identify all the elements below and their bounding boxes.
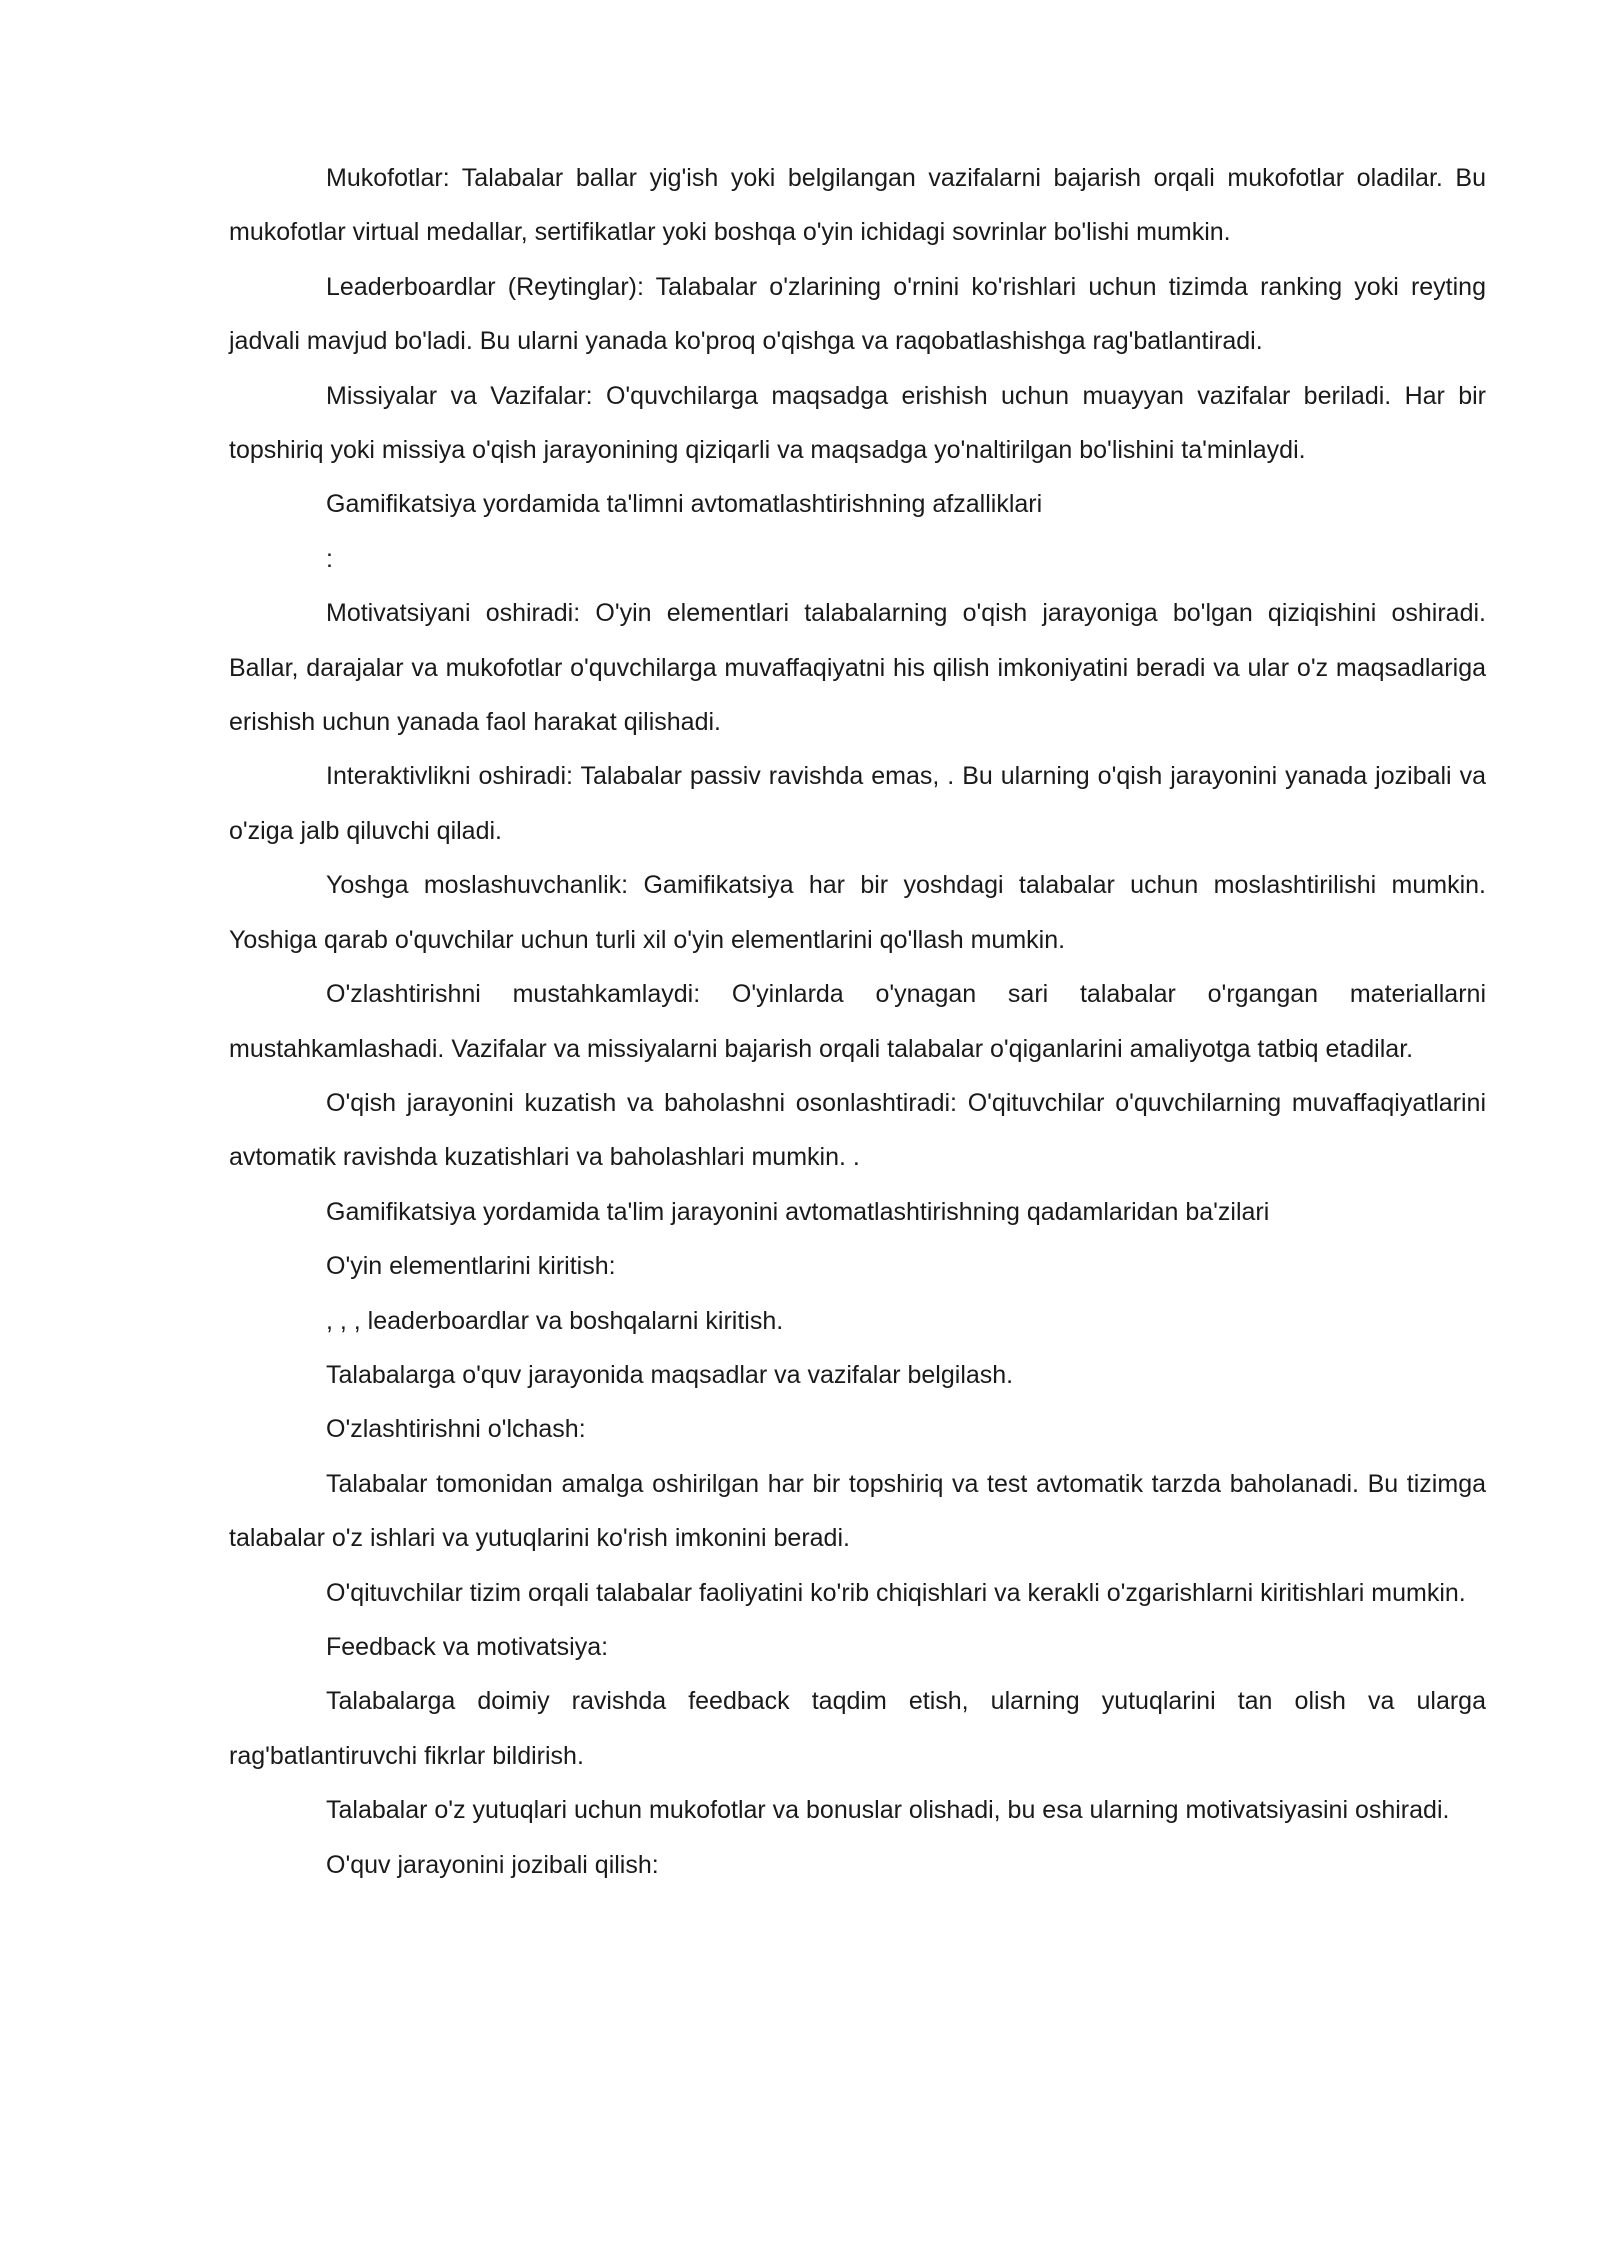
paragraph-kiritish: , , , leaderboardlar va boshqalarni kiritish. <box>326 1306 784 1335</box>
heading-qadamlar: Gamifikatsiya yordamida ta'lim jarayonini avtomatlashtirishning qadamlaridan ba'zilari <box>326 1197 1270 1226</box>
paragraph-oqituvchilar: O'qituvchilar tizim orqali talabalar faoliyatini ko'rib chiqishlari va kerakli o'zgarishlarni kiritishlari mumkin. <box>326 1578 1466 1607</box>
paragraph-maqsadlar: Talabalarga o'quv jarayonida maqsadlar va vazifalar belgilash. <box>326 1360 1014 1389</box>
heading-feedback: Feedback va motivatsiya: <box>326 1632 609 1661</box>
heading-oyin-elementlari: O'yin elementlarini kiritish: <box>326 1252 616 1281</box>
paragraph-interaktivlik: Interaktivlikni oshiradi: Talabalar passiv ravishda emas, . Bu ularning o'qish jarayonini yanada jozibali va o'ziga jalb qiluvchi qiladi. <box>229 762 1486 845</box>
paragraph-baholanadi: Talabalar tomonidan amalga oshirilgan har bir topshiriq va test avtomatik tarzda baholanadi. Bu tizimga talabalar o'z ishlari va yutuqlarini ko'rish imkonini beradi. <box>229 1469 1486 1553</box>
heading-afzalliklar: Gamifikatsiya yordamida ta'limni avtomatlashtirishning afzalliklari <box>326 490 1043 519</box>
paragraph-missiyalar: Missiyalar va Vazifalar: O'quvchilarga maqsadga erishish uchun muayyan vazifalar beriladi. Har bir topshiriq yoki missiya o'qish jarayonining qiziqarli va maqsadga yo'naltirilgan bo'lishini ta'minlaydi. <box>229 381 1486 465</box>
paragraph-leaderboardlar: Leaderboardlar (Reytinglar): Talabalar o'zlarining o'rnini ko'rishlari uchun tizimda ranking yoki reyting jadvali mavjud bo'ladi. Bu ularni yanada ko'proq o'qishga va raqobatlashishga rag'batlantiradi. <box>229 272 1486 356</box>
paragraph-yoshga-moslashuvchanlik: Yoshga moslashuvchanlik: Gamifikatsiya har bir yoshdagi talabalar uchun moslashtirilishi mumkin. Yoshiga qarab o'quvchilar uchun turli xil o'yin elementlarini qo'llash mumkin. <box>229 871 1486 954</box>
paragraph-motivatsiya: Motivatsiyani oshiradi: O'yin elementlari talabalarning o'qish jarayoniga bo'lgan qiziqishini oshiradi. Ballar, darajalar va mukofotlar o'quvchilarga muvaffaqiyatni his qilish imkoniyatini beradi va ular o'z maqsadlariga erishish uchun yanada faol harakat qilishadi. <box>229 599 1486 737</box>
heading-olchash: O'zlashtirishni o'lchash: <box>326 1415 586 1444</box>
paragraph-mukofotlar: Mukofotlar: Talabalar ballar yig'ish yoki belgilangan vazifalarni bajarish orqali mukofotlar oladilar. Bu mukofotlar virtual medallar, sertifikatlar yoki boshqa o'yin ichidagi sovrinlar bo'lishi mumkin. <box>229 164 1486 247</box>
paragraph-bonuslar: Talabalar o'z yutuqlari uchun mukofotlar va bonuslar olishadi, bu esa ularning motivatsiyasini oshiradi. <box>326 1796 1450 1825</box>
paragraph-colon: : <box>326 544 333 573</box>
paragraph-kuzatish: O'qish jarayonini kuzatish va baholashni osonlashtiradi: O'qituvchilar o'quvchilarning muvaffaqiyatlarini avtomatik ravishda kuzatishlari va baholashlari mumkin. . <box>229 1088 1486 1172</box>
document-body <box>229 151 1486 1892</box>
heading-jozibali: O'quv jarayonini jozibali qilish: <box>326 1850 659 1879</box>
paragraph-ozlashtirish: O'zlashtirishni mustahkamlaydi: O'yinlarda o'ynagan sari talabalar o'rgangan materiallarni mustahkamlashadi. Vazifalar va missiyalarni bajarish orqali talabalar o'qiganlarini amaliyotga tatbiq etadilar. <box>229 980 1486 1063</box>
paragraph-feedback: Talabalarga doimiy ravishda feedback taqdim etish, ularning yutuqlarini tan olish va ularga rag'batlantiruvchi fikrlar bildirish. <box>229 1687 1486 1770</box>
